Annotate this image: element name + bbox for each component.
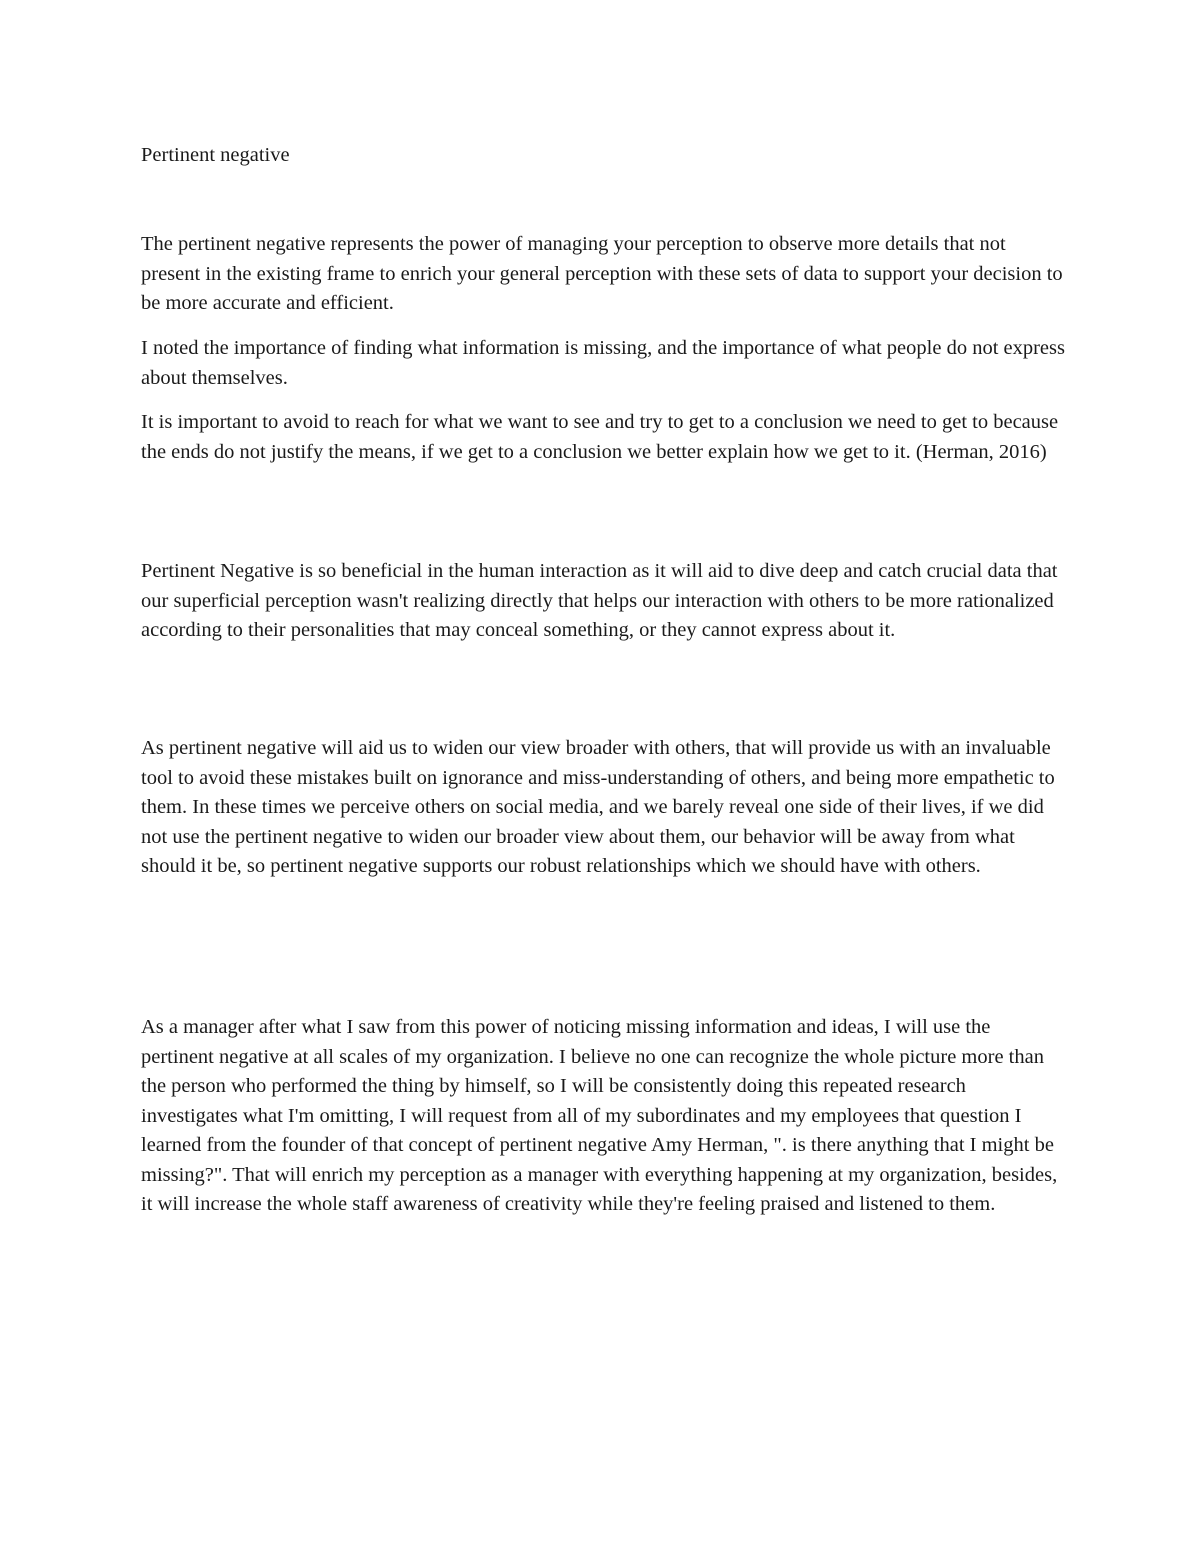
paragraph-conclusion: It is important to avoid to reach for what we want to see and try to get to a conclusion we need to get to because the ends do not justify the means, if we get to a conclusion we better explain how we get to it. (Herman, 2016) bbox=[141, 411, 1059, 463]
paragraph-human-interaction: Pertinent Negative is so beneficial in the human interaction as it will aid to dive deep and catch crucial data that our superficial perception wasn't realizing directly that helps our interaction with others to be more rationalized according to their personalities that may conceal something, or they cannot express about it. bbox=[141, 560, 1058, 641]
paragraph-missing-information: I noted the importance of finding what information is missing, and the importance of what people do not express about themselves. bbox=[141, 337, 1065, 389]
paragraph-manager-application: As a manager after what I saw from this power of noticing missing information and ideas, I will use the pertinent negative at all scales of my organization. I believe no one can recognize the whole picture more than the person who performed the thing by himself, so I will be consistently doing this repeated research investigates what I'm omitting, I will request from all of my subordinates and my employees that question I learned from the founder of that concept of pertinent negative Amy Herman, ". is there anything that I might be missing?". That will enrich my perception as a manager with everything happening at my organization, besides, it will increase the whole staff awareness of creativity while they're feeling praised and listened to them. bbox=[141, 1016, 1058, 1215]
document-title: Pertinent negative bbox=[141, 144, 290, 166]
paragraph-definition: The pertinent negative represents the power of managing your perception to observe more details that not present in the existing frame to enrich your general perception with these sets of data to support your decision to be more accurate and efficient. bbox=[141, 233, 1063, 314]
paragraph-wider-view: As pertinent negative will aid us to widen our view broader with others, that will provide us with an invaluable tool to avoid these mistakes built on ignorance and miss-understanding of others, and being more empathetic to them. In these times we perceive others on social media, and we barely reveal one side of their lives, if we did not use the pertinent negative to widen our broader view about them, our behavior will be away from what should it be, so pertinent negative supports our robust relationships which we should have with others. bbox=[141, 737, 1055, 877]
